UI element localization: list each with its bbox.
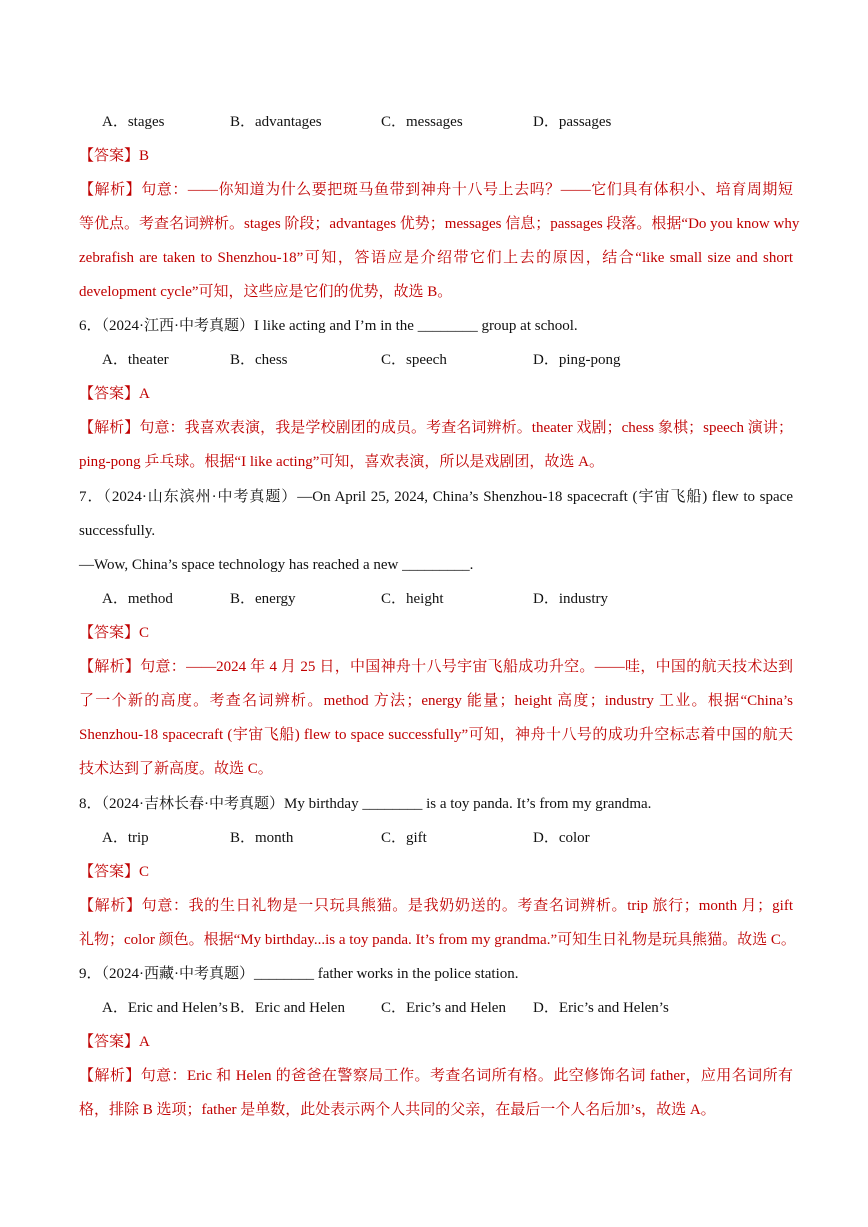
q9-stem: 9．（2024·西藏·中考真题）________ father works in the police station. [79,966,519,982]
option-d[interactable]: D．color [533,830,590,846]
q5-answer: 【答案】B [79,148,150,164]
q7-explanation-line-1: 【解析】句意：——2024 年 4 月 25 日，中国神舟十八号宇宙飞船成功升空。——哇，中国的航天技术达到 [79,659,793,675]
option-d[interactable]: D．passages [533,114,612,130]
q9-explanation-line-1: 【解析】句意：Eric 和 Helen 的爸爸在警察局工作。考查名词所有格。此空修饰名词 father，应用名词所有 [79,1068,793,1084]
q5-explanation-line-3: zebrafish are taken to Shenzhou-18”可知，答语应是介绍带它们上去的原因，结合“like small size and short [79,250,793,266]
q9-explanation-line-2: 格，排除 B 选项；father 是单数，此处表示两个人共同的父亲，在最后一个人名后加’s，故选 A。 [79,1102,716,1118]
option-c[interactable]: C．gift [381,830,427,846]
q6-options [102,350,802,370]
option-a[interactable]: A．theater [102,352,169,368]
option-d[interactable]: D．Eric’s and Helen’s [533,1000,669,1016]
option-b[interactable]: B．advantages [230,114,322,130]
q7-explanation-line-3: Shenzhou-18 spacecraft (宇宙飞船) flew to space successfully”可知，神舟十八号的成功升空标志着中国的航天 [79,727,793,743]
option-a[interactable]: A．trip [102,830,149,846]
q8-explanation-line-1: 【解析】句意：我的生日礼物是一只玩具熊猫。是我奶奶送的。考查名词辨析。trip 旅行；month 月；gift [79,898,793,914]
option-a[interactable]: A．stages [102,114,165,130]
option-b[interactable]: B．energy [230,591,296,607]
q6-answer: 【答案】A [79,386,150,402]
option-c[interactable]: C．Eric’s and Helen [381,1000,506,1016]
q7-answer: 【答案】C [79,625,150,641]
option-b[interactable]: B．Eric and Helen [230,1000,345,1016]
q8-options [102,828,802,848]
q8-answer: 【答案】C [79,864,150,880]
option-c[interactable]: C．height [381,591,444,607]
q9-answer: 【答案】A [79,1034,150,1050]
q8-stem: 8．（2024·吉林长春·中考真题）My birthday ________ is a toy panda. It’s from my grandma. [79,796,652,812]
q5-explanation-line-4: development cycle”可知，这些应是它们的优势，故选 B。 [79,284,453,300]
q5-explanation-line-2: 等优点。考查名词辨析。stages 阶段；advantages 优势；messages 信息；passages 段落。根据“Do you know why [79,216,800,232]
option-b[interactable]: B．month [230,830,294,846]
q7-stem-line-1: 7．（2024·山东滨州·中考真题）—On April 25, 2024, China’s Shenzhou-18 spacecraft (宇宙飞船) flew to space [79,489,793,505]
q7-options [102,589,802,609]
q8-explanation-line-2: 礼物；color 颜色。根据“My birthday...is a toy panda. It’s from my grandma.”可知生日礼物是玩具熊猫。故选 C。 [79,932,796,948]
q6-explanation-line-1: 【解析】句意：我喜欢表演，我是学校剧团的成员。考查名词辨析。theater 戏剧；chess 象棋；speech 演讲； [79,420,793,436]
q6-stem: 6．（2024·江西·中考真题）I like acting and I’m in the ________ group at school. [79,318,578,334]
q5-explanation-line-1: 【解析】句意：——你知道为什么要把斑马鱼带到神舟十八号上去吗？——它们具有体积小、培育周期短 [79,182,793,198]
option-c[interactable]: C．speech [381,352,447,368]
option-a[interactable]: A．method [102,591,173,607]
option-d[interactable]: D．industry [533,591,609,607]
q7-explanation-line-2: 了一个新的高度。考查名词辨析。method 方法；energy 能量；height 高度；industry 工业。根据“China’s [79,693,793,709]
q7-stem-line-2: successfully. [79,523,156,539]
option-a[interactable]: A．Eric and Helen’s [102,1000,228,1016]
q9-options [102,998,802,1018]
q6-explanation-line-2: ping-pong 乒乓球。根据“I like acting”可知，喜欢表演，所以是戏剧团，故选 A。 [79,454,604,470]
q5-options [102,112,802,132]
option-c[interactable]: C．messages [381,114,463,130]
q7-explanation-line-4: 技术达到了新高度。故选 C。 [79,761,273,777]
option-d[interactable]: D．ping-pong [533,352,621,368]
option-b[interactable]: B．chess [230,352,288,368]
q7-stem-line-3: —Wow, China’s space technology has reached a new _________. [79,557,474,573]
